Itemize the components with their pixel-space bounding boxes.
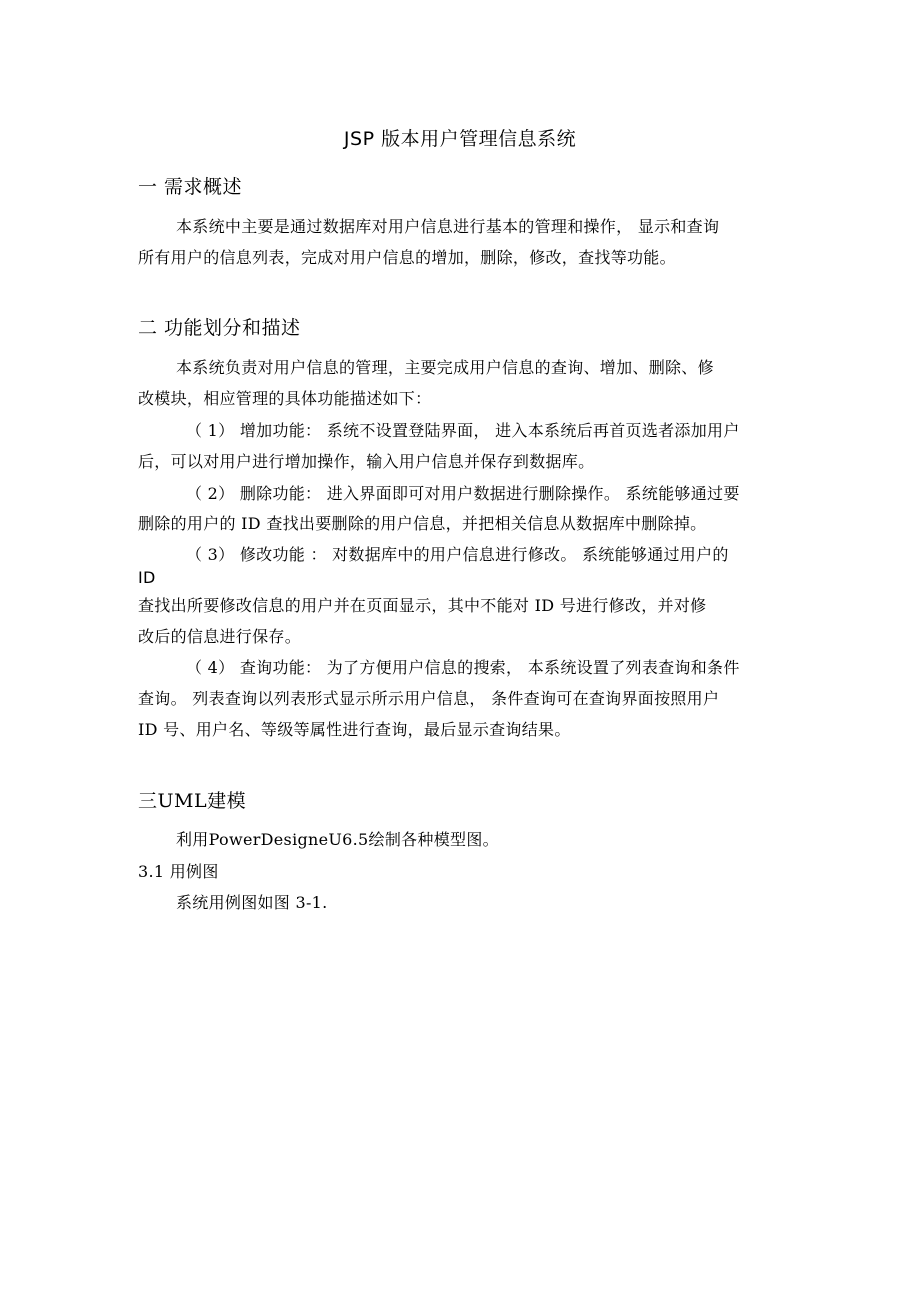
document-title: JSP 版本用户管理信息系统 — [343, 128, 577, 150]
list-item-query: （ 4） 查询功能： 为了方便用户信息的搜索， 本系统设置了列表查询和条件 — [186, 658, 740, 677]
paragraph-line: 后，可以对用户进行增加操作，输入用户信息并保存到数据库。 — [138, 452, 595, 471]
paragraph-line: 改后的信息进行保存。 — [138, 627, 302, 646]
paragraph-line: ID — [138, 568, 156, 587]
paragraph-line: 查询。 列表查询以列表形式显示所示用户信息， 条件查询可在查询界面按照用户 — [138, 689, 720, 708]
paragraph-line: 系统用例图如图 3-1. — [176, 893, 328, 912]
paragraph-line: 所有用户的信息列表，完成对用户信息的增加，删除，修改，查找等功能。 — [138, 248, 676, 267]
section-heading-functions: 二 功能划分和描述 — [138, 317, 301, 339]
paragraph-line: 利用PowerDesigneU6.5绘制各种模型图。 — [176, 830, 499, 849]
subsection-heading-use-case: 3.1 用例图 — [138, 862, 219, 881]
paragraph-line: 改模块，相应管理的具体功能描述如下： — [138, 389, 432, 408]
section-heading-uml: 三UML建模 — [138, 790, 247, 812]
paragraph-line: 删除的用户的 ID 查找出要删除的用户信息，并把相关信息从数据库中删除掉。 — [138, 514, 707, 533]
paragraph-line: 查找出所要修改信息的用户并在页面显示，其中不能对 ID 号进行修改，并对修 — [138, 596, 707, 615]
list-item-delete: （ 2） 删除功能： 进入界面即可对用户数据进行删除操作。 系统能够通过要 — [186, 484, 740, 503]
list-item-modify: （ 3） 修改功能 ： 对数据库中的用户信息进行修改。 系统能够通过用户的 — [186, 545, 729, 564]
paragraph-line: 本系统中主要是通过数据库对用户信息进行基本的管理和操作， 显示和查询 — [176, 217, 720, 236]
paragraph-line: 本系统负责对用户信息的管理，主要完成用户信息的查询、增加、删除、修 — [176, 358, 714, 377]
list-item-add: （ 1） 增加功能： 系统不设置登陆界面， 进入本系统后再首页选者添加用户 — [186, 421, 740, 440]
section-heading-requirements: 一 需求概述 — [138, 176, 243, 198]
paragraph-line: ID 号、用户名、等级等属性进行查询，最后显示查询结果。 — [138, 720, 571, 739]
